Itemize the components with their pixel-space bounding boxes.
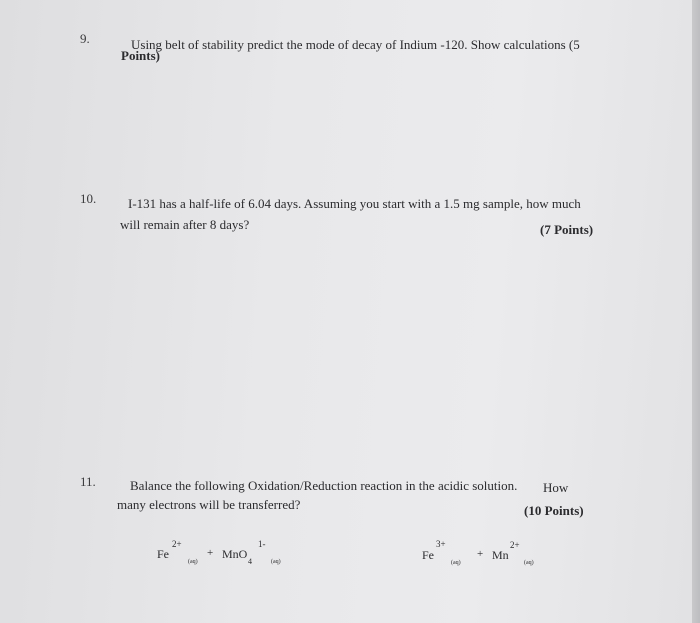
reactant-fe-state: (aq): [188, 559, 198, 565]
equation-reactants: [157, 539, 297, 566]
question-11-text-line2: many electrons will be transferred?: [117, 497, 301, 512]
question-10-text-line2: will remain after 8 days?: [120, 217, 250, 232]
question-9-text-line2: Points): [121, 48, 160, 63]
product-mn-state: (aq): [524, 560, 534, 566]
plus-sign-1: +: [207, 547, 214, 559]
reactant-mno4-state: (aq): [271, 559, 281, 565]
reactant-fe-charge: 2+: [172, 539, 182, 549]
question-10-points: (7 Points): [540, 222, 594, 237]
question-11-points: (10 Points): [524, 503, 584, 518]
reactant-fe: Fe: [157, 547, 169, 561]
product-mn-charge: 2+: [510, 540, 520, 550]
plus-sign-2: +: [477, 548, 484, 560]
question-11-number: 11.: [80, 474, 96, 489]
question-10-number: 10.: [80, 191, 97, 206]
reactant-mno4-charge: 1-: [258, 539, 266, 549]
product-mn: Mn: [492, 548, 509, 562]
question-11-text-line1-tail: How: [543, 480, 569, 495]
page-edge-shadow: [692, 0, 700, 623]
product-fe: Fe: [422, 548, 434, 562]
reactant-mno4: MnO: [222, 547, 248, 561]
equation-products: [422, 539, 562, 566]
question-9-number: 9.: [80, 31, 90, 46]
question-11-text-line1: Balance the following Oxidation/Reduction reaction in the acidic solution.: [130, 478, 518, 493]
reactant-mno4-subscript: 4: [248, 557, 252, 566]
product-fe-charge: 3+: [436, 539, 446, 549]
question-9-text-line1: Using belt of stability predict the mode of decay of Indium -120. Show calculations (5: [131, 37, 580, 52]
question-10-text-line1: I-131 has a half-life of 6.04 days. Assuming you start with a 1.5 mg sample, how much: [128, 196, 581, 211]
product-fe-state: (aq): [451, 560, 461, 566]
